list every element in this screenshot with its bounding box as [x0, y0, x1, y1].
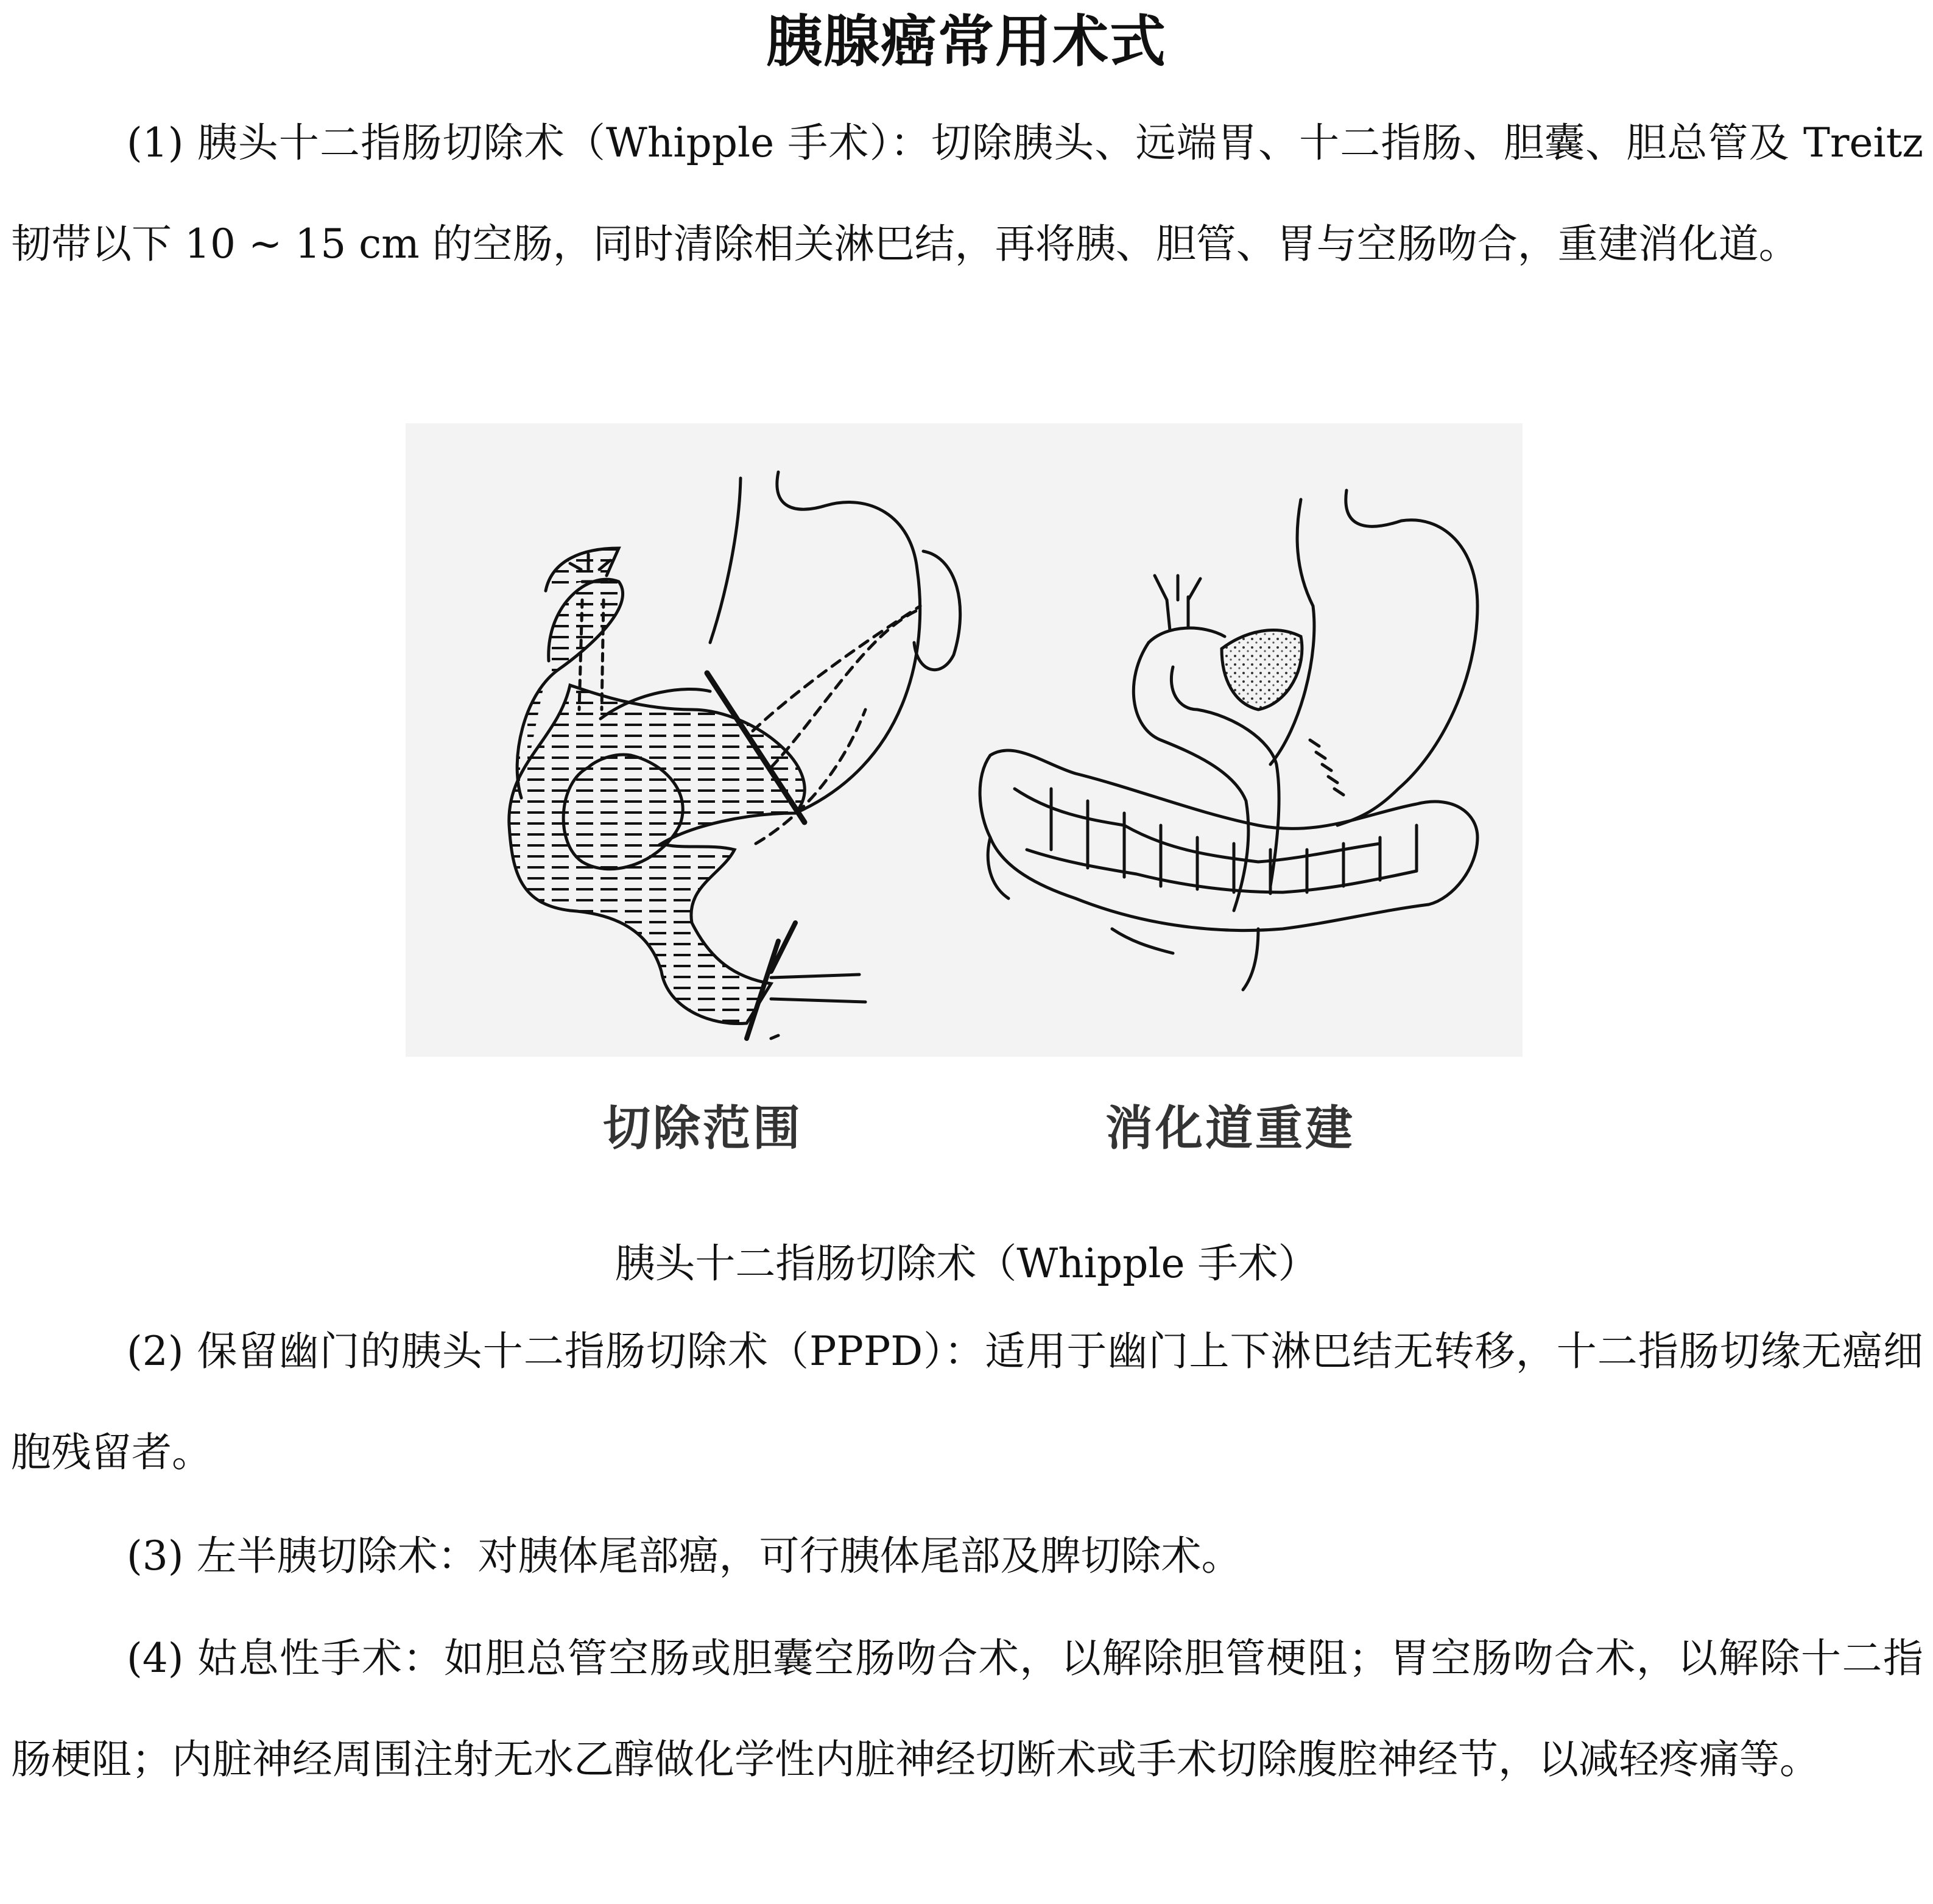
surgery-illustration — [406, 423, 1523, 1057]
resection-extent-drawing — [509, 472, 960, 1038]
figure-caption: 胰头十二指肠切除术（Whipple 手术） — [614, 1240, 1319, 1287]
page-title: 胰腺癌常用术式 — [766, 9, 1167, 74]
paragraph-whipple: (1) 胰头十二指肠切除术（Whipple 手术）：切除胰头、远端胃、十二指肠、胆囊、胆总管及 Treitz 韧带以下 10 ~ 15 cm 的空肠，同时清除相关淋巴结，再将胰、胆管、胃与空肠吻合，重建消化道。 — [11, 119, 1923, 267]
paragraph-left-pancreatectomy: (3) 左半胰切除术：对胰体尾部癌，可行胰体尾部及脾切除术。 — [127, 1532, 1242, 1579]
reconstruction-drawing — [980, 490, 1477, 990]
surgery-drawing — [406, 423, 1523, 1057]
figure-label-reconstruction: 消化道重建 — [1105, 1101, 1356, 1156]
figure-label-resection-extent: 切除范围 — [603, 1101, 803, 1156]
paragraph-pppd: (2) 保留幽门的胰头十二指肠切除术（PPPD）：适用于幽门上下淋巴结无转移，十二指肠切缘无癌细胞残留者。 — [11, 1328, 1923, 1476]
paragraph-palliative-surgery: (4) 姑息性手术：如胆总管空肠或胆囊空肠吻合术，以解除胆管梗阻；胃空肠吻合术，以解除十二指肠梗阻；内脏神经周围注射无水乙醇做化学性内脏神经切断术或手术切除腹腔神经节，以减轻疼痛等。 — [11, 1635, 1923, 1783]
